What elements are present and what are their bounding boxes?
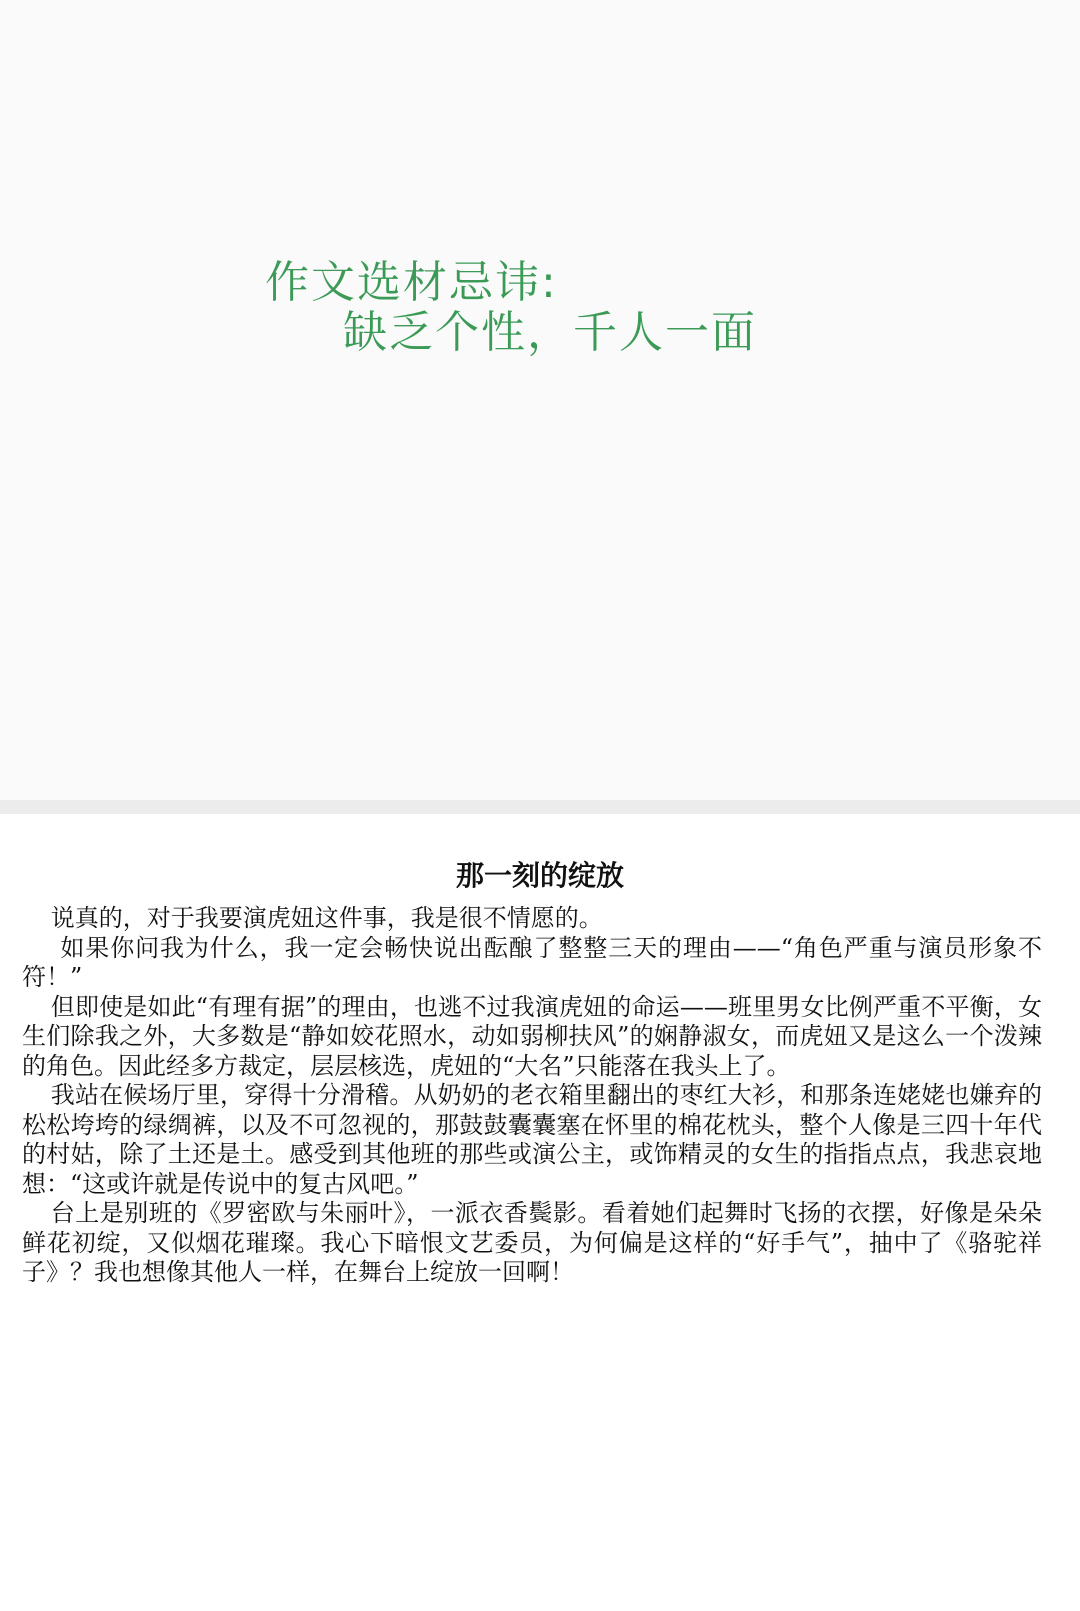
slide-top: [0, 0, 1080, 800]
slide-title-line1: 作文选材忌讳:: [265, 257, 558, 308]
slide-title: [265, 258, 757, 358]
essay-body: [22, 904, 1042, 1288]
essay-paragraph-3: 但即使是如此“有理有据”的理由，也逃不过我演虎妞的命运——班里男女比例严重不平衡，女生们除我之外，大多数是“静如姣花照水，动如弱柳扶风”的娴静淑女，而虎妞又是这么一个泼辣的角色。因此经多方裁定，层层核选，虎妞的“大名”只能落在我头上了。: [22, 992, 1042, 1080]
essay-paragraph-1: 说真的，对于我要演虎妞这件事，我是很不情愿的。: [50, 904, 603, 932]
essay-title: 那一刻的绽放: [455, 859, 624, 892]
slide-title-line2: 缺乏个性，千人一面: [343, 307, 757, 358]
essay-paragraph-2: 如果你问我为什么，我一定会畅快说出酝酿了整整三天的理由——“角色严重与演员形象不符！”: [22, 933, 1042, 991]
essay-paragraph-5: 台上是别班的《罗密欧与朱丽叶》，一派衣香鬓影。看着她们起舞时飞扬的衣摆，好像是朵朵鲜花初绽，又似烟花璀璨。我心下暗恨文艺委员，为何偏是这样的“好手气”，抽中了《骆驼祥子》？我也想像其他人一样，在舞台上绽放一回啊！: [22, 1199, 1042, 1286]
essay-paragraph-4: 我站在候场厅里，穿得十分滑稽。从奶奶的老衣箱里翻出的枣红大衫，和那条连姥姥也嫌弃的松松垮垮的绿绸裤，以及不可忽视的，那鼓鼓囊囊塞在怀里的棉花枕头，整个人像是三四十年代的村姑，除了土还是土。感受到其他班的那些或演公主，或饰精灵的女生的指指点点，我悲哀地想：“这或许就是传说中的复古风吧。”: [22, 1081, 1042, 1198]
slide-bottom: [0, 814, 1080, 1611]
